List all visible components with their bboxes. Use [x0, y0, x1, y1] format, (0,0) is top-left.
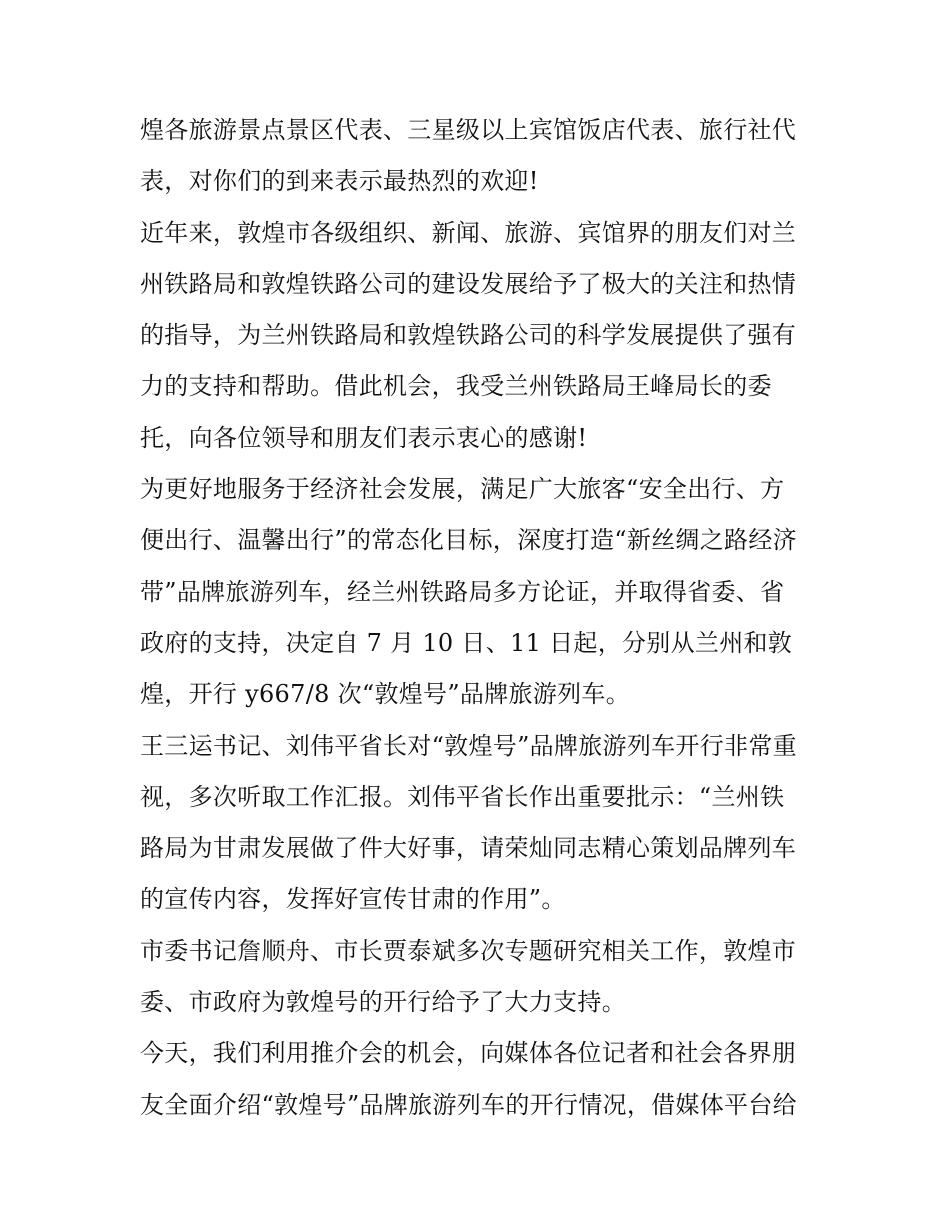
- body-text: [140, 108, 820, 1134]
- text-line-19: 今天，我们利用推介会的机会，向媒体各位记者和社会各界朋: [140, 1039, 797, 1068]
- text-line-10: 带”品牌旅游列车，经兰州铁路局多方论证，并取得省委、省: [140, 577, 785, 606]
- text-line-15: 路局为甘肃发展做了件大好事，请荣灿同志精心策划品牌列车: [140, 834, 797, 863]
- text-line-1: 煌各旅游景点景区代表、三星级以上宾馆饭店代表、旅行社代: [140, 116, 797, 144]
- text-line-9: 便出行、温馨出行”的常态化目标，深度打造“新丝绸之路经济: [140, 526, 797, 555]
- text-line-16: 的宣传内容，发挥好宣传甘肃的作用”。: [140, 885, 566, 914]
- text-line-2: 表，对你们的到来表示最热烈的欢迎!: [140, 167, 539, 196]
- text-line-14: 视，多次听取工作汇报。刘伟平省长作出重要批示：“兰州铁: [140, 782, 785, 811]
- text-line-12: 煌，开行 y667/8 次“敦煌号”品牌旅游列车。: [140, 680, 631, 709]
- text-line-5: 的指导，为兰州铁路局和敦煌铁路公司的科学发展提供了强有: [140, 321, 797, 350]
- text-line-20: 友全面介绍“敦煌号”品牌旅游列车的开行情况，借媒体平台给: [140, 1090, 797, 1119]
- text-line-6: 力的支持和帮助。借此机会，我受兰州铁路局王峰局长的委: [140, 372, 772, 401]
- text-line-7: 托，向各位领导和朋友们表示衷心的感谢!: [140, 423, 588, 452]
- text-line-13: 王三运书记、刘伟平省长对“敦煌号”品牌旅游列车开行非常重: [140, 731, 797, 760]
- text-line-3: 近年来，敦煌市各级组织、新闻、旅游、宾馆界的朋友们对兰: [140, 218, 797, 247]
- text-line-17: 市委书记詹顺舟、市长贾泰斌多次专题研究相关工作，敦煌市: [140, 936, 797, 965]
- text-line-11: 政府的支持，决定自 7 月 10 日、11 日起，分别从兰州和敦: [140, 628, 793, 657]
- text-line-18: 委、市政府为敦煌号的开行给予了大力支持。: [140, 988, 626, 1017]
- text-line-4: 州铁路局和敦煌铁路公司的建设发展给予了极大的关注和热情: [140, 269, 797, 298]
- text-line-8: 为更好地服务于经济社会发展，满足广大旅客“安全出行、方: [140, 475, 785, 504]
